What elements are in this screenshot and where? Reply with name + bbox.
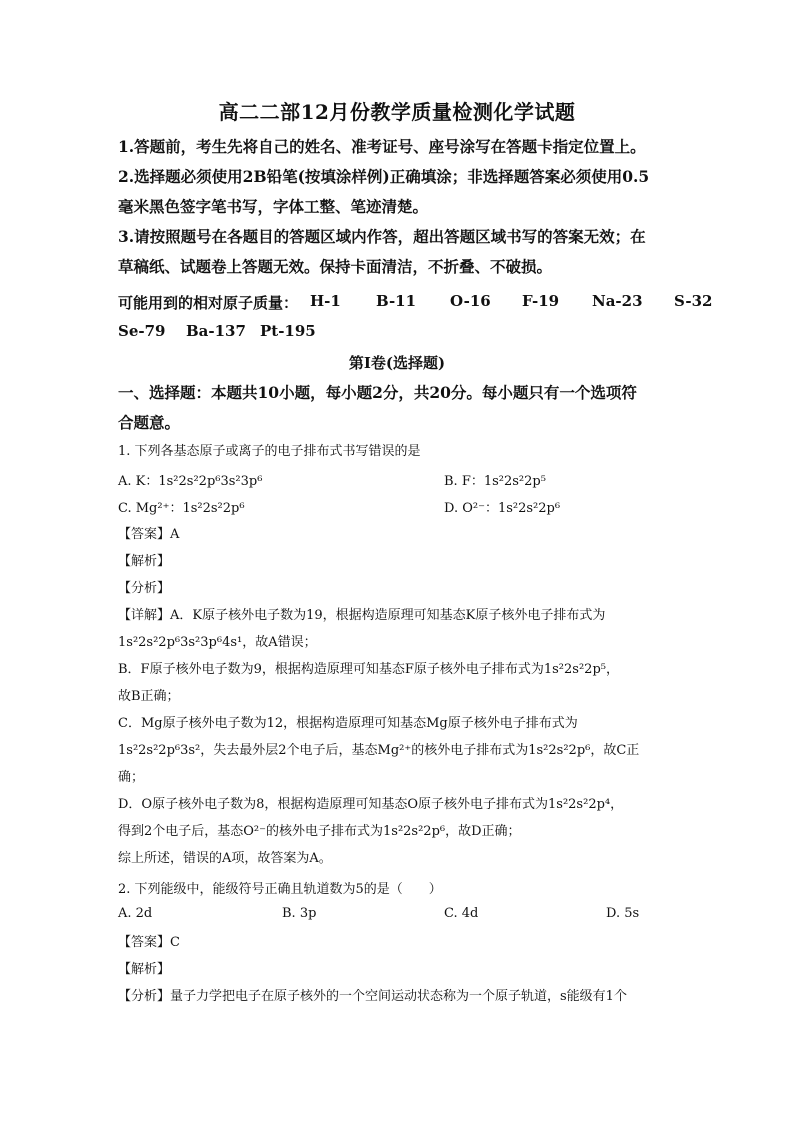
q2-option-d: D. 5s: [606, 906, 640, 921]
instruction-line: 3.请按照题号在各题目的答题区域内作答，超出答题区域书写的答案无效；在: [118, 227, 646, 246]
detail-line: 得到2个电子后，基态O²⁻的核外电子排布式为1s²2s²2p⁶，故D正确；: [118, 824, 521, 839]
atomic-mass-item: Se-79: [118, 322, 166, 340]
atomic-mass-item: O-16: [450, 292, 491, 310]
atomic-mass-item: H-1: [310, 292, 341, 310]
section-title: 第I卷(选择题): [348, 354, 446, 372]
detail-line: 综上所述，错误的A项，故答案为A。: [118, 851, 332, 866]
q2-option-a: A. 2d: [118, 906, 153, 921]
detail-line: 【详解】A．K原子核外电子数为19，根据构造原理可知基态K原子核外电子排布式为: [118, 608, 606, 623]
atomic-mass-item: S-32: [674, 292, 713, 310]
page-title: 高二二部12月份教学质量检测化学试题: [218, 100, 576, 124]
detail-line: 确；: [118, 770, 145, 785]
instructions: [118, 132, 678, 282]
instruction-line: 草稿纸、试题卷上答题无效。保持卡面清洁，不折叠、不破损。: [118, 257, 553, 276]
atomic-mass-item: Pt-195: [260, 322, 316, 340]
answer-label: 【答案】C: [118, 935, 180, 950]
detail-line: C．Mg原子核外电子数为12，根据构造原理可知基态Mg原子核外电子排布式为: [118, 716, 578, 731]
instruction-line: 2.选择题必须使用2B铅笔(按填涂样例)正确填涂；非选择题答案必须使用0.5: [118, 167, 650, 186]
part-heading-line: 一、选择题：本题共10小题，每小题2分，共20分。每小题只有一个选项符: [118, 383, 637, 402]
atomic-mass-item: B-11: [376, 292, 417, 310]
instruction-line: 毫米黑色签字笔书写，字体工整、笔迹清楚。: [118, 197, 429, 216]
question-1-stem: 1. 下列各基态原子或离子的电子排布式书写错误的是: [118, 444, 421, 459]
detail-line: 1s²2s²2p⁶3s²3p⁶4s¹，故A错误；: [118, 635, 317, 650]
instruction-line: 1.答题前，考生先将自己的姓名、准考证号、座号涂写在答题卡指定位置上。: [118, 137, 646, 156]
detail-line: B．F原子核外电子数为9，根据构造原理可知基态F原子核外电子排布式为1s²2s²2p⁵，: [118, 662, 619, 677]
atomic-masses-label: 可能用到的相对原子质量：: [118, 294, 299, 312]
q2-option-b: B. 3p: [282, 906, 317, 921]
part-heading-line: 合题意。: [118, 413, 181, 432]
analysis-label: 【解析】: [118, 962, 171, 977]
q1-option-d: D. O²⁻：1s²2s²2p⁶: [444, 501, 561, 516]
fenxi-line: 【分析】量子力学把电子在原子核外的一个空间运动状态称为一个原子轨道，s能级有1个: [118, 989, 627, 1004]
question-1-solution: [118, 521, 698, 872]
atomic-mass-item: Na-23: [592, 292, 643, 310]
detail-line: D．O原子核外电子数为8，根据构造原理可知基态O原子核外电子排布式为1s²2s²2p⁴，: [118, 797, 624, 812]
atomic-mass-item: Ba-137: [186, 322, 246, 340]
part-heading: [118, 378, 678, 438]
detail-line: 1s²2s²2p⁶3s²，失去最外层2个电子后，基态Mg²⁺的核外电子排布式为1s²2s²2p⁶，故C正: [118, 743, 640, 758]
q1-option-a: A. K：1s²2s²2p⁶3s²3p⁶: [118, 474, 263, 489]
analysis-label: 【解析】: [118, 554, 171, 569]
q2-option-c: C. 4d: [444, 906, 479, 921]
q1-option-b: B. F：1s²2s²2p⁵: [444, 474, 546, 489]
detail-line: 故B正确；: [118, 689, 180, 704]
question-2-solution: [118, 929, 698, 1010]
fenxi-label: 【分析】: [118, 581, 171, 596]
q1-option-c: C. Mg²⁺：1s²2s²2p⁶: [118, 501, 245, 516]
answer-label: 【答案】A: [118, 527, 180, 542]
atomic-mass-item: F-19: [522, 292, 560, 310]
question-2-stem: 2. 下列能级中，能级符号正确且轨道数为5的是（ ）: [118, 882, 442, 897]
